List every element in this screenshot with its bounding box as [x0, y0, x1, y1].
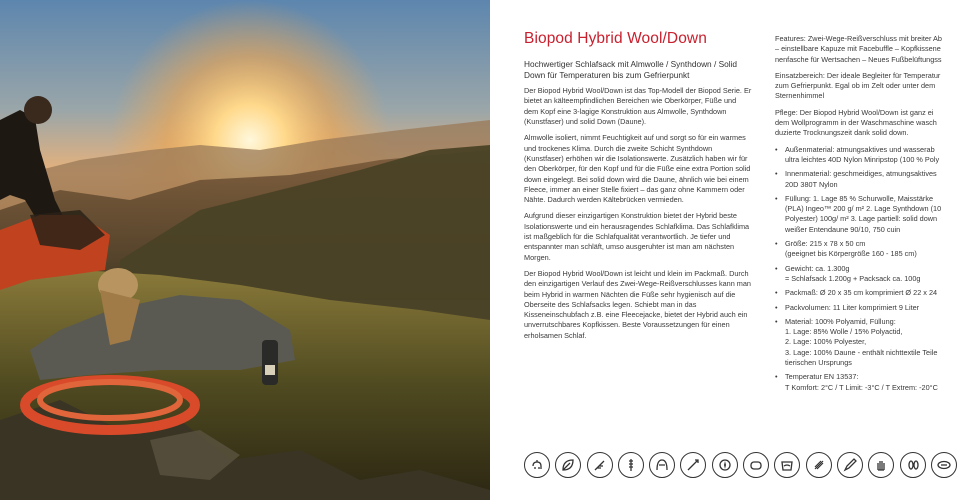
hood-icon: [649, 452, 675, 478]
sheep-icon: [524, 452, 550, 478]
spec-item: • Gewicht: ca. 1.300g = Schlafsack 1.200g + Packsack ca. 100g: [775, 264, 980, 285]
hand-icon: [868, 452, 894, 478]
paragraph-construction: Aufgrund dieser einzigartigen Konstruktion bietet der Hybrid beste Isolationswerte und ein herausragendes Schlafklima. Das Schlafklima ist maßgeblich für die Schlafqualität verantwortlich. Je tiefer und entspannter man schläft, umso ausgeruhter ist man am nächsten Morgen.: [524, 211, 750, 262]
pack-icon: [931, 452, 957, 478]
wash-icon: [774, 452, 800, 478]
compass-icon: [712, 452, 738, 478]
paragraph-wool: Almwolle isoliert, nimmt Feuchtigkeit auf und sorgt so für ein warmes und trockenes Klima. Durch die zweite Schicht Synthdown (Kunstfaser) erhöhen wir die Isolationswerte. Zusätzlich haben wir für den Oberkörper, für den Kopf und für die Füße eine extra Portion solid down eingelegt. Bei solid down wird die Daune, ähnlich wie bei einem Fleece, immer an einer Stelle fixiert – das ganz ohne Kammern oder Nähte. Dadurch werden Kältebrücken vermieden.: [524, 133, 751, 205]
spec-item: • Größe: 215 x 78 x 50 cm (geeignet bis Körpergröße 160 - 185 cm): [775, 239, 980, 260]
spec-item: • Füllung: 1. Lage 85 % Schurwolle, Maisstärke (PLA) Ingeo™ 200 g/ m² 2. Lage Synthdown (10 Polyester) 100g/ m² 3. Lage partiell: solid down weißer Entendaune 90/10, 750 cuin: [775, 194, 980, 235]
pflege-text: Pflege: Der Biopod Hybrid Wool/Down ist ganz ei dem Wollprogramm in der Waschmaschine wasch duzierte Trocknungszeit dank solid down.: [775, 107, 937, 138]
paragraph-intro: Der Biopod Hybrid Wool/Down ist das Top-Modell der Biopod Serie. Er bietet an kälteempfindlichen Bereichen wie Oberkörper, Füße und dem Kopf eine 3-lagige Konstruktion aus Almwolle, Synthdown (Kunstfaser) und solid Down (Daune).: [524, 86, 752, 127]
pen-icon: [837, 452, 863, 478]
spec-item: • Innenmaterial: geschmeidiges, atmungsaktives 20D 380T Nylon: [775, 169, 980, 190]
einsatzbereich-text: Einsatzbereich: Der ideale Begleiter für Temperatur zum Gefrierpunkt. Egal ob im Zelt oder unter dem Sternenhimmel: [775, 70, 941, 101]
spec-item: • Packmaß: Ø 20 x 35 cm komprimiert Ø 22 x 24: [775, 288, 980, 298]
pillow-icon: [743, 452, 769, 478]
paragraph-packsize: Der Biopod Hybrid Wool/Down ist leicht und klein im Packmaß. Durch den einzigartigen Verlauf des Zwei-Wege-Reißverschlusses kann man beim Hybrid in warmen Nächten die Füße sehr hygienisch auf die Oberseite des Schlafsacks legen. Schiebt man in das Kisseneinschubfach z.B. eine Fleecejacke, bietet der Hybrid auch ein unverrutschbares Kopfkissen. Beste Voraussetzungen für einen erholsamen Schlaf.: [524, 268, 751, 340]
zipper-icon: [618, 452, 644, 478]
product-page: [490, 0, 980, 500]
needle-icon: [680, 452, 706, 478]
product-subtitle: Hochwertiger Schlafsack mit Almwolle / Synthdown / Solid Down für Temperaturen bis zum Gefrierpunkt: [524, 59, 738, 80]
spec-item: • Temperatur EN 13537: T Komfort: 2°C / T Limit: -3°C / T Extrem: -20°C: [775, 372, 980, 393]
features-text: Features: Zwei-Wege-Reißverschluss mit breiter Ab – einstellbare Kapuze mit Facebuffle – Kopfkissene nenfasche für Wertsachen – Neues Fußbelüftungss: [775, 34, 942, 64]
feature-icon-row: [524, 452, 957, 478]
feet-icon: [900, 452, 926, 478]
feather-icon: [587, 452, 613, 478]
spec-item: • Packvolumen: 11 Liter komprimiert 9 Liter: [775, 303, 980, 313]
zipper-pull-icon: [806, 452, 832, 478]
product-title: Biopod Hybrid Wool/Down: [524, 30, 707, 47]
spec-item: • Material: 100% Polyamid, Füllung: 1. Lage: 85% Wolle / 15% Polyactid, 2. Lage: 100% Polyester, 3. Lage: 100% Daune - enthält nichttextile Teile tierischen Ursprungs: [775, 317, 980, 368]
spec-list: [775, 145, 980, 393]
description-column: [524, 30, 752, 347]
specs-column: [775, 34, 980, 397]
spec-item: • Außenmaterial: atmungsaktives und wasserab ultra leichtes 40D Nylon Minripstop (100 % Poly: [775, 145, 980, 166]
leaf-icon: [555, 452, 581, 478]
